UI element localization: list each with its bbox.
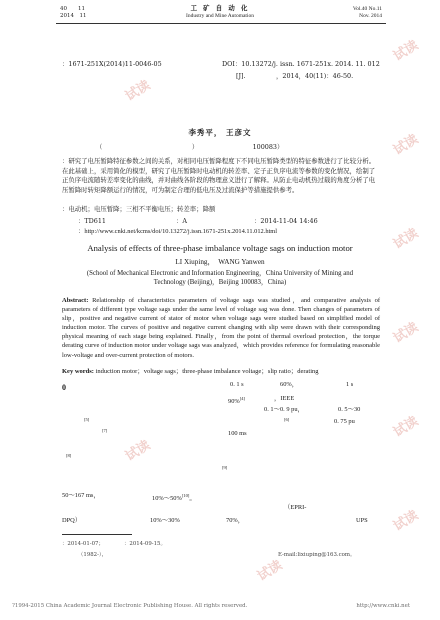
authors-cn: 李秀平， 王彦文 [188,128,252,137]
journal-title-cn: 工 矿 自 动 化 [190,4,250,12]
header-volume-right: Vol.40 No.11 [352,6,382,12]
article-number: ：1671-251X(2014)11-0046-05 [62,60,162,68]
body-fragment-ms: 100 ms [228,430,247,437]
header-year-left: 2014 11 [60,13,87,19]
header-volume-left: 40 11 [60,6,85,12]
body-fragment-time: 1 s [346,381,354,388]
citation-ref-5: [5] [84,417,90,422]
abstract-en [62,296,380,360]
keywords-cn: ：电动机；电压暂降；三相不平衡电压；转差率；降额 [62,205,216,213]
citation-journal-mark: [J]. [236,72,246,80]
journal-title-en: Industry and Mine Automation [186,13,254,19]
footnote-email: E-mail:lixiuping@163.com。 [278,552,356,558]
watermark: 试读 [391,319,422,347]
footnote-rule [62,534,132,535]
affiliation-cn: （ ） 100083） [96,143,284,151]
footnote-received: ：2014-01-07； [62,541,104,547]
body-fragment-pu-range: 0. 1～0. 9 pu， [264,406,304,413]
body-fragment-drop [152,492,196,504]
body-fragment-dpq: DPQ） [62,517,82,524]
citation-ref-9: [9] [222,465,228,470]
body-fragment-ieee: ，IEEE [274,395,295,402]
body-fragment-seventy: 70%， [226,517,245,524]
watermark: 试读 [123,77,154,105]
watermark: 试读 [391,225,422,253]
body-fragment-drop-text: 10%～50% [152,495,182,503]
header-rule [56,23,386,24]
header-date-right: Nov. 2014 [359,13,382,19]
citation-ref-6: [6] [284,417,290,422]
body-fragment-period: 。 [189,495,196,503]
body-fragment-percent: 60%， [280,381,299,388]
abstract-en-text: Relationship of characteristics parameters of voltage sags was studied，and comparative analysis of parameters of different type voltage sags under the same level of voltage sag was done. Then changes of parameters of slip，positive and negative current of stator of motor when voltage sags were studied based on simplified model of induction motor. The curves of positive and negative current changing with slip were drawn with their corresponding physical meaning of each stage being explained. Finally，from the point of thermal overload protection，the torque derating curve of induction motor under voltage sags was analyzed，which provides reference for formulating reasonable low-voltage and over-current protection of motors. [62,297,380,359]
online-url: ：http://www.cnki.net/kcms/doi/10.13272/j.issn.1671-251x.2014.11.012.html [78,228,278,235]
watermark: 试读 [391,507,422,535]
english-title: Analysis of effects of three-phase imbalance voltage sags on induction motor [87,243,353,253]
watermark: 试读 [255,557,286,585]
body-fragment-epri: （EPRI- [284,504,307,511]
body-fragment-threshold: 0. 75 pu [334,418,355,425]
body-fragment-ms-range: 50～167 ms， [62,492,100,499]
clc-number: ：TD611 [78,217,106,225]
citation-volume: ，2014，40(11)：46-50. [276,72,354,80]
body-fragment-duration: 0. 1 s [230,381,244,388]
footer-copyright: ?1994-2015 China Academic Journal Electronic Publishing House. All rights reserved. [12,603,248,609]
online-date: ：2014-11-04 14:46 [254,217,318,225]
document-code: ：A [176,217,188,225]
watermark: 试读 [123,437,154,465]
english-authors: LI Xiuping， WANG Yanwen [175,258,265,266]
watermark: 试读 [391,413,422,441]
keywords-en-label: Key words: [62,368,94,375]
footer-url[interactable]: http://www.cnki.net [356,603,410,609]
section-number: 0 [62,383,66,392]
footnote-revised: ：2014-09-15。 [124,541,166,547]
citation-ref-8: [8] [66,453,72,458]
keywords-en [62,368,319,377]
body-fragment-ninety-text: 90% [228,398,240,406]
body-fragment-ups: UPS [356,517,368,524]
watermark: 试读 [391,131,422,159]
footnote-author-bio: （1982-）， [78,552,108,558]
body-fragment-cycles: 0. 5～30 [338,406,361,413]
article-doi: DOI：10.13272/j. issn. 1671-251x. 2014. 11. 012 [222,60,380,68]
citation-ref-7: [7] [102,428,108,433]
citation-ref-10: [10] [181,493,190,498]
body-fragment-ninety [228,395,245,407]
citation-ref-4: [4] [239,396,245,401]
english-affiliation: (School of Mechanical Electronic and Information Engineering，China University of Mining and Technology (Beijing)，Beijing 100083，China) [86,270,354,287]
body-fragment-low-range: 10%～30% [150,517,180,524]
abstract-cn: ：研究了电压暂降特征参数之间的关系，对相同电压暂降程度下不同电压暂降类型的特征参数进行了比较分析。在此基础上，采用简化的模型，研究了电压暂降时电动机的转差率、定子正负序电流等参数的变化情况，绘制了正负序电流随转差率变化的曲线，并对曲线各阶段的物理意义进行了解释。从防止电动机热过载的角度分析了电压暂降时转矩降额运行的情况，可为制定合理的低电压及过流保护等措施提供参考。 [62,157,376,194]
keywords-en-text: induction motor；voltage sags；three-phase imbalance voltage；slip ratio；derating [95,368,319,375]
watermark: 试读 [391,37,422,65]
abstract-en-label: Abstract: [62,297,89,304]
